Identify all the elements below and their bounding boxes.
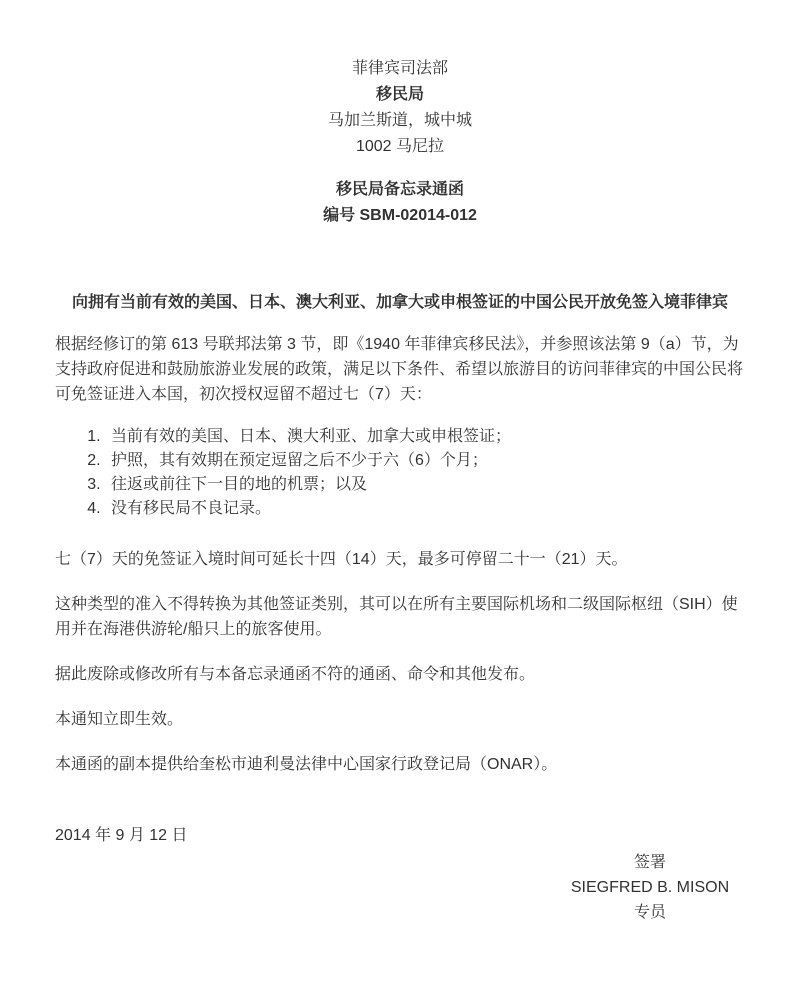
signatory-name: SIEGFRED B. MISON bbox=[570, 879, 730, 896]
conversion-paragraph: 这种类型的准入不得转换为其他签证类别，其可以在所有主要国际机场和二级国际枢纽（SIH）使用并在海港供游轮/船只上的旅客使用。 bbox=[55, 596, 738, 638]
letterhead-address-line1: 马加兰斯道，城中城 bbox=[327, 112, 472, 129]
document-date: 2014 年 9 月 12 日 bbox=[55, 827, 188, 844]
signed-label: 签署 bbox=[633, 854, 666, 871]
letterhead bbox=[55, 56, 745, 160]
filing-paragraph: 本通函的副本提供给奎松市迪利曼法律中心国家行政登记局（ONAR）。 bbox=[55, 756, 558, 773]
requirement-item: 1. 当前有效的美国、日本、澳大利亚、加拿大或申根签证； bbox=[105, 425, 745, 449]
memo-type: 移民局备忘录通函 bbox=[335, 181, 464, 198]
extension-paragraph: 七（7）天的免签证入境时间可延长十四（14）天，最多可停留二十一（21）天。 bbox=[55, 551, 628, 568]
requirements-list bbox=[55, 425, 745, 521]
requirement-item: 4. 没有移民局不良记录。 bbox=[105, 497, 745, 521]
requirement-item: 3. 往返或前往下一目的地的机票；以及 bbox=[105, 473, 745, 497]
repeal-paragraph: 据此废除或修改所有与本备忘录通函不符的通函、命令和其他发布。 bbox=[55, 666, 536, 683]
intro-paragraph: 根据经修订的第 613 号联邦法第 3 节，即《1940 年菲律宾移民法》，并参照该法第 9（a）节，为支持政府促进和鼓励旅游业发展的政策，满足以下条件、希望以旅游目的访问菲律宾的中国公民将可免签证进入本国，初次授权逗留不超过七（7）天： bbox=[55, 336, 744, 403]
memo-heading bbox=[55, 177, 745, 229]
effectivity-paragraph: 本通知立即生效。 bbox=[55, 711, 184, 728]
requirement-item: 2. 护照，其有效期在预定逗留之后不少于六（6）个月； bbox=[105, 449, 745, 473]
letterhead-department: 菲律宾司法部 bbox=[351, 60, 448, 77]
letterhead-bureau: 移民局 bbox=[375, 86, 424, 103]
document-subject: 向拥有当前有效的美国、日本、澳大利亚、加拿大或申根签证的中国公民开放免签入境菲律宾 bbox=[71, 294, 728, 311]
signature-block bbox=[540, 850, 760, 925]
memo-number: 编号 SBM-02014-012 bbox=[323, 207, 477, 224]
letterhead-address-line2: 1002 马尼拉 bbox=[355, 138, 445, 155]
signatory-title: 专员 bbox=[633, 904, 666, 921]
